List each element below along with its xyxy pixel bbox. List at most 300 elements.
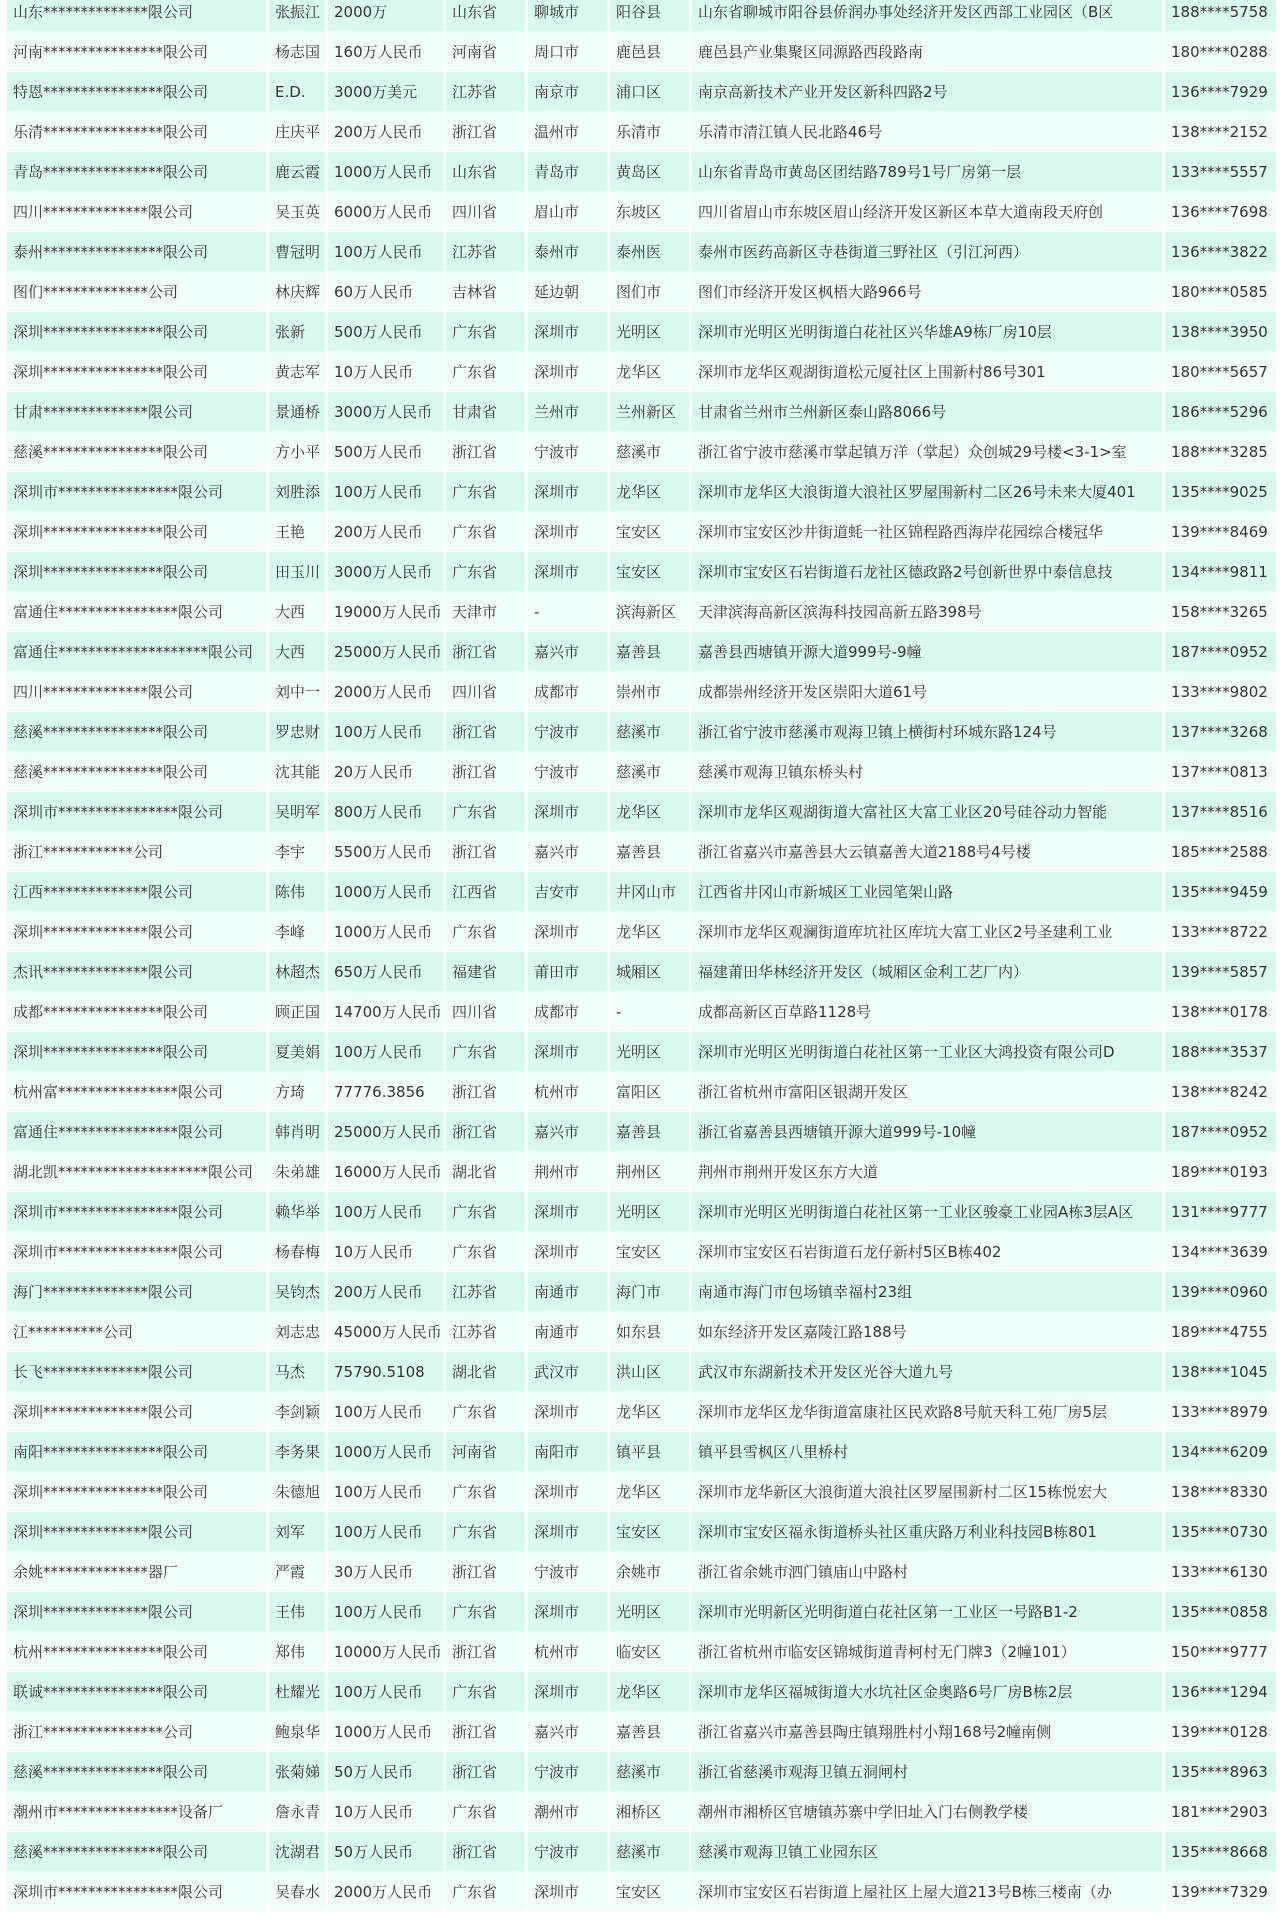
- phone-cell: 136****7698: [1165, 192, 1276, 232]
- province-cell: 四川省: [446, 192, 525, 232]
- registered-capital-cell: 500万人民币: [328, 432, 443, 472]
- registered-capital-cell: 200万人民币: [328, 112, 443, 152]
- address-cell: 深圳市宝安区石岩街道石龙仔新村5区B栋402: [692, 1232, 1162, 1272]
- table-row: [7, 1352, 1276, 1392]
- phone-cell: 180****0585: [1165, 272, 1276, 312]
- phone-cell: 134****6209: [1165, 1432, 1276, 1472]
- company-name-cell: 江西**************限公司: [7, 872, 266, 912]
- phone-cell: 185****2588: [1165, 832, 1276, 872]
- city-cell: 嘉兴市: [528, 1712, 607, 1752]
- province-cell: 江苏省: [446, 1272, 525, 1312]
- district-cell: 光明区: [610, 1592, 689, 1632]
- address-cell: 荆州市荆州开发区东方大道: [692, 1152, 1162, 1192]
- address-cell: 深圳市龙华区观湖街道松元厦社区上围新村86号301: [692, 352, 1162, 392]
- registered-capital-cell: 10000万人民币: [328, 1632, 443, 1672]
- address-cell: 成都崇州经济开发区崇阳大道61号: [692, 672, 1162, 712]
- province-cell: 福建省: [446, 952, 525, 992]
- district-cell: 龙华区: [610, 472, 689, 512]
- company-name-cell: 富通住********************限公司: [7, 632, 266, 672]
- registered-capital-cell: 1000万人民币: [328, 912, 443, 952]
- legal-representative-cell: 马杰: [269, 1352, 325, 1392]
- legal-representative-cell: 杜耀光: [269, 1672, 325, 1712]
- company-name-cell: 四川**************限公司: [7, 672, 266, 712]
- registered-capital-cell: 100万人民币: [328, 1392, 443, 1432]
- address-cell: 深圳市龙华区龙华街道富康社区民欢路8号航天科工苑厂房5层: [692, 1392, 1162, 1432]
- table-row: [7, 1712, 1276, 1752]
- phone-cell: 138****8242: [1165, 1072, 1276, 1112]
- company-name-cell: 浙江************公司: [7, 832, 266, 872]
- city-cell: 泰州市: [528, 232, 607, 272]
- registered-capital-cell: 45000万人民币: [328, 1312, 443, 1352]
- table-row: [7, 1032, 1276, 1072]
- table-row: [7, 1872, 1276, 1912]
- city-cell: 深圳市: [528, 792, 607, 832]
- legal-representative-cell: 李峰: [269, 912, 325, 952]
- phone-cell: 188****5758: [1165, 0, 1276, 32]
- province-cell: 浙江省: [446, 1552, 525, 1592]
- phone-cell: 135****8668: [1165, 1832, 1276, 1872]
- address-cell: 浙江省嘉善县西塘镇开源大道999号-10幢: [692, 1112, 1162, 1152]
- province-cell: 广东省: [446, 312, 525, 352]
- registered-capital-cell: 50万人民币: [328, 1752, 443, 1792]
- address-cell: 武汉市东湖新技术开发区光谷大道九号: [692, 1352, 1162, 1392]
- city-cell: 南阳市: [528, 1432, 607, 1472]
- company-name-cell: 深圳****************限公司: [7, 1472, 266, 1512]
- registered-capital-cell: 2000万人民币: [328, 1872, 443, 1912]
- district-cell: 荆州区: [610, 1152, 689, 1192]
- legal-representative-cell: 朱德旭: [269, 1472, 325, 1512]
- table-row: [7, 472, 1276, 512]
- district-cell: 余姚市: [610, 1552, 689, 1592]
- address-cell: 浙江省嘉兴市嘉善县大云镇嘉善大道2188号4号楼: [692, 832, 1162, 872]
- city-cell: 深圳市: [528, 912, 607, 952]
- phone-cell: 139****0960: [1165, 1272, 1276, 1312]
- table-row: [7, 672, 1276, 712]
- phone-cell: 189****0193: [1165, 1152, 1276, 1192]
- legal-representative-cell: 陈伟: [269, 872, 325, 912]
- company-name-cell: 慈溪****************限公司: [7, 712, 266, 752]
- city-cell: 周口市: [528, 32, 607, 72]
- table-row: [7, 912, 1276, 952]
- district-cell: 嘉善县: [610, 1712, 689, 1752]
- address-cell: 慈溪市观海卫镇工业园东区: [692, 1832, 1162, 1872]
- legal-representative-cell: E.D.: [269, 72, 325, 112]
- company-name-cell: 深圳**************限公司: [7, 912, 266, 952]
- district-cell: 洪山区: [610, 1352, 689, 1392]
- table-row: [7, 1272, 1276, 1312]
- registered-capital-cell: 100万人民币: [328, 472, 443, 512]
- address-cell: 乐清市清江镇人民北路46号: [692, 112, 1162, 152]
- address-cell: 深圳市光明新区光明街道白花社区第一工业区一号路B1-2: [692, 1592, 1162, 1632]
- registered-capital-cell: 30万人民币: [328, 1552, 443, 1592]
- phone-cell: 135****0730: [1165, 1512, 1276, 1552]
- address-cell: 深圳市宝安区沙井街道蚝一社区锦程路西海岸花园综合楼冠华: [692, 512, 1162, 552]
- address-cell: 深圳市光明区光明街道白花社区兴华雄A9栋厂房10层: [692, 312, 1162, 352]
- phone-cell: 133****6130: [1165, 1552, 1276, 1592]
- company-name-cell: 潮州市****************设备厂: [7, 1792, 266, 1832]
- address-cell: 江西省井冈山市新城区工业园笔架山路: [692, 872, 1162, 912]
- phone-cell: 188****3285: [1165, 432, 1276, 472]
- phone-cell: 138****3950: [1165, 312, 1276, 352]
- province-cell: 广东省: [446, 1192, 525, 1232]
- company-name-cell: 浙江****************公司: [7, 1712, 266, 1752]
- phone-cell: 180****5657: [1165, 352, 1276, 392]
- company-name-cell: 山东**************限公司: [7, 0, 266, 32]
- city-cell: 深圳市: [528, 472, 607, 512]
- registered-capital-cell: 10万人民币: [328, 1792, 443, 1832]
- phone-cell: 158****3265: [1165, 592, 1276, 632]
- table-row: [7, 232, 1276, 272]
- city-cell: 聊城市: [528, 0, 607, 32]
- city-cell: 荆州市: [528, 1152, 607, 1192]
- company-name-cell: 深圳****************限公司: [7, 512, 266, 552]
- table-row: [7, 1752, 1276, 1792]
- company-name-cell: 余姚**************器厂: [7, 1552, 266, 1592]
- phone-cell: 188****3537: [1165, 1032, 1276, 1072]
- registered-capital-cell: 160万人民币: [328, 32, 443, 72]
- legal-representative-cell: 杨志国: [269, 32, 325, 72]
- legal-representative-cell: 王艳: [269, 512, 325, 552]
- registered-capital-cell: 100万人民币: [328, 712, 443, 752]
- company-name-cell: 深圳****************限公司: [7, 1032, 266, 1072]
- legal-representative-cell: 大西: [269, 632, 325, 672]
- phone-cell: 133****8979: [1165, 1392, 1276, 1432]
- company-name-cell: 深圳****************限公司: [7, 312, 266, 352]
- registered-capital-cell: 25000万人民币: [328, 1112, 443, 1152]
- district-cell: 泰州医: [610, 232, 689, 272]
- company-table: [4, 0, 1276, 1912]
- table-row: [7, 192, 1276, 232]
- table-row: [7, 392, 1276, 432]
- district-cell: 浦口区: [610, 72, 689, 112]
- company-name-cell: 深圳市****************限公司: [7, 1872, 266, 1912]
- city-cell: 潮州市: [528, 1792, 607, 1832]
- company-name-cell: 深圳市****************限公司: [7, 472, 266, 512]
- province-cell: 广东省: [446, 552, 525, 592]
- legal-representative-cell: 吴钧杰: [269, 1272, 325, 1312]
- city-cell: 成都市: [528, 992, 607, 1032]
- address-cell: 深圳市宝安区石岩街道石龙社区德政路2号创新世界中泰信息技: [692, 552, 1162, 592]
- address-cell: 浙江省宁波市慈溪市掌起镇万洋（掌起）众创城29号楼<3-1>室: [692, 432, 1162, 472]
- company-name-cell: 杰讯**************限公司: [7, 952, 266, 992]
- city-cell: 宁波市: [528, 1832, 607, 1872]
- phone-cell: 135****9025: [1165, 472, 1276, 512]
- district-cell: 临安区: [610, 1632, 689, 1672]
- province-cell: 浙江省: [446, 1072, 525, 1112]
- phone-cell: 135****9459: [1165, 872, 1276, 912]
- registered-capital-cell: 10万人民币: [328, 352, 443, 392]
- province-cell: 广东省: [446, 1232, 525, 1272]
- phone-cell: 138****8330: [1165, 1472, 1276, 1512]
- registered-capital-cell: 75790.5108: [328, 1352, 443, 1392]
- legal-representative-cell: 张菊娣: [269, 1752, 325, 1792]
- table-row: [7, 832, 1276, 872]
- province-cell: 山东省: [446, 0, 525, 32]
- registered-capital-cell: 25000万人民币: [328, 632, 443, 672]
- district-cell: 嘉善县: [610, 632, 689, 672]
- district-cell: 宝安区: [610, 512, 689, 552]
- phone-cell: 181****2903: [1165, 1792, 1276, 1832]
- district-cell: 乐清市: [610, 112, 689, 152]
- address-cell: 镇平县雪枫区八里桥村: [692, 1432, 1162, 1472]
- district-cell: 镇平县: [610, 1432, 689, 1472]
- phone-cell: 137****0813: [1165, 752, 1276, 792]
- company-name-cell: 慈溪****************限公司: [7, 1752, 266, 1792]
- company-name-cell: 河南****************限公司: [7, 32, 266, 72]
- city-cell: 吉安市: [528, 872, 607, 912]
- address-cell: 浙江省杭州市富阳区银湖开发区: [692, 1072, 1162, 1112]
- table-body: [7, 0, 1276, 1912]
- phone-cell: 180****0288: [1165, 32, 1276, 72]
- city-cell: 延边朝: [528, 272, 607, 312]
- registered-capital-cell: 100万人民币: [328, 1672, 443, 1712]
- province-cell: 吉林省: [446, 272, 525, 312]
- district-cell: 龙华区: [610, 1472, 689, 1512]
- province-cell: 浙江省: [446, 432, 525, 472]
- table-row: [7, 1152, 1276, 1192]
- phone-cell: 138****2152: [1165, 112, 1276, 152]
- district-cell: 宝安区: [610, 1512, 689, 1552]
- company-name-cell: 长飞**************限公司: [7, 1352, 266, 1392]
- table-row: [7, 1392, 1276, 1432]
- province-cell: 广东省: [446, 912, 525, 952]
- legal-representative-cell: 鹿云霞: [269, 152, 325, 192]
- company-name-cell: 乐清****************限公司: [7, 112, 266, 152]
- city-cell: 成都市: [528, 672, 607, 712]
- city-cell: 深圳市: [528, 1472, 607, 1512]
- legal-representative-cell: 大西: [269, 592, 325, 632]
- company-name-cell: 湖北凯********************限公司: [7, 1152, 266, 1192]
- table-row: [7, 872, 1276, 912]
- registered-capital-cell: 14700万人民币: [328, 992, 443, 1032]
- city-cell: 深圳市: [528, 1592, 607, 1632]
- city-cell: 深圳市: [528, 552, 607, 592]
- table-row: [7, 312, 1276, 352]
- legal-representative-cell: 方琦: [269, 1072, 325, 1112]
- city-cell: 深圳市: [528, 352, 607, 392]
- table-row: [7, 632, 1276, 672]
- legal-representative-cell: 李剑颖: [269, 1392, 325, 1432]
- legal-representative-cell: 景通桥: [269, 392, 325, 432]
- province-cell: 江苏省: [446, 72, 525, 112]
- district-cell: 光明区: [610, 1032, 689, 1072]
- phone-cell: 133****5557: [1165, 152, 1276, 192]
- table-row: [7, 1112, 1276, 1152]
- province-cell: 湖北省: [446, 1352, 525, 1392]
- company-name-cell: 图们**************公司: [7, 272, 266, 312]
- city-cell: 宁波市: [528, 1752, 607, 1792]
- address-cell: 泰州市医药高新区寺巷街道三野社区（引江河西）: [692, 232, 1162, 272]
- table-row: [7, 272, 1276, 312]
- registered-capital-cell: 2000万人民币: [328, 672, 443, 712]
- province-cell: 甘肃省: [446, 392, 525, 432]
- legal-representative-cell: 朱弟雄: [269, 1152, 325, 1192]
- province-cell: 浙江省: [446, 1712, 525, 1752]
- city-cell: 深圳市: [528, 512, 607, 552]
- registered-capital-cell: 100万人民币: [328, 232, 443, 272]
- province-cell: 广东省: [446, 1872, 525, 1912]
- company-name-cell: 深圳**************限公司: [7, 1512, 266, 1552]
- province-cell: 四川省: [446, 992, 525, 1032]
- district-cell: 龙华区: [610, 1392, 689, 1432]
- phone-cell: 136****3822: [1165, 232, 1276, 272]
- city-cell: 宁波市: [528, 1552, 607, 1592]
- registered-capital-cell: 10万人民币: [328, 1232, 443, 1272]
- legal-representative-cell: 王伟: [269, 1592, 325, 1632]
- legal-representative-cell: 吴春水: [269, 1872, 325, 1912]
- company-name-cell: 联诚****************限公司: [7, 1672, 266, 1712]
- company-name-cell: 深圳**************限公司: [7, 1592, 266, 1632]
- city-cell: 青岛市: [528, 152, 607, 192]
- registered-capital-cell: 60万人民币: [328, 272, 443, 312]
- phone-cell: 150****9777: [1165, 1632, 1276, 1672]
- legal-representative-cell: 林庆辉: [269, 272, 325, 312]
- city-cell: 深圳市: [528, 312, 607, 352]
- company-name-cell: 富通住****************限公司: [7, 592, 266, 632]
- city-cell: 宁波市: [528, 752, 607, 792]
- province-cell: 浙江省: [446, 112, 525, 152]
- legal-representative-cell: 刘胜添: [269, 472, 325, 512]
- province-cell: 浙江省: [446, 632, 525, 672]
- legal-representative-cell: 曹冠明: [269, 232, 325, 272]
- table-row: [7, 152, 1276, 192]
- company-name-cell: 泰州****************限公司: [7, 232, 266, 272]
- company-name-cell: 甘肃**************限公司: [7, 392, 266, 432]
- phone-cell: 134****3639: [1165, 1232, 1276, 1272]
- phone-cell: 139****8469: [1165, 512, 1276, 552]
- table-row: [7, 1472, 1276, 1512]
- registered-capital-cell: 3000万美元: [328, 72, 443, 112]
- province-cell: 浙江省: [446, 1632, 525, 1672]
- province-cell: 浙江省: [446, 1832, 525, 1872]
- company-name-cell: 深圳市****************限公司: [7, 1192, 266, 1232]
- table-row: [7, 792, 1276, 832]
- province-cell: 江西省: [446, 872, 525, 912]
- district-cell: 光明区: [610, 1192, 689, 1232]
- address-cell: 慈溪市观海卫镇东桥头村: [692, 752, 1162, 792]
- company-name-cell: 成都****************限公司: [7, 992, 266, 1032]
- city-cell: 兰州市: [528, 392, 607, 432]
- province-cell: 浙江省: [446, 712, 525, 752]
- province-cell: 河南省: [446, 32, 525, 72]
- legal-representative-cell: 严霞: [269, 1552, 325, 1592]
- registered-capital-cell: 3000万人民币: [328, 392, 443, 432]
- legal-representative-cell: 詹永青: [269, 1792, 325, 1832]
- phone-cell: 136****7929: [1165, 72, 1276, 112]
- district-cell: 阳谷县: [610, 0, 689, 32]
- company-name-cell: 深圳**************限公司: [7, 1392, 266, 1432]
- address-cell: 山东省青岛市黄岛区团结路789号1号厂房第一层: [692, 152, 1162, 192]
- company-name-cell: 深圳****************限公司: [7, 352, 266, 392]
- district-cell: 慈溪市: [610, 1832, 689, 1872]
- table-row: [7, 1192, 1276, 1232]
- table-row: [7, 1312, 1276, 1352]
- company-name-cell: 青岛****************限公司: [7, 152, 266, 192]
- province-cell: 浙江省: [446, 832, 525, 872]
- company-table-container: [4, 0, 1276, 1920]
- city-cell: 武汉市: [528, 1352, 607, 1392]
- table-row: [7, 952, 1276, 992]
- district-cell: 慈溪市: [610, 1752, 689, 1792]
- legal-representative-cell: 刘中一: [269, 672, 325, 712]
- address-cell: 深圳市龙华区大浪街道大浪社区罗屋围新村二区26号未来大厦401: [692, 472, 1162, 512]
- district-cell: 慈溪市: [610, 432, 689, 472]
- district-cell: 东坡区: [610, 192, 689, 232]
- province-cell: 浙江省: [446, 1112, 525, 1152]
- registered-capital-cell: 100万人民币: [328, 1512, 443, 1552]
- phone-cell: 133****8722: [1165, 912, 1276, 952]
- province-cell: 广东省: [446, 1672, 525, 1712]
- legal-representative-cell: 沈其能: [269, 752, 325, 792]
- province-cell: 广东省: [446, 1512, 525, 1552]
- table-row: [7, 1512, 1276, 1552]
- table-row: [7, 592, 1276, 632]
- company-name-cell: 海门**************限公司: [7, 1272, 266, 1312]
- registered-capital-cell: 50万人民币: [328, 1832, 443, 1872]
- company-name-cell: 深圳市****************限公司: [7, 1232, 266, 1272]
- province-cell: 广东省: [446, 1592, 525, 1632]
- legal-representative-cell: 张新: [269, 312, 325, 352]
- address-cell: 如东经济开发区嘉陵江路188号: [692, 1312, 1162, 1352]
- company-name-cell: 深圳市****************限公司: [7, 792, 266, 832]
- district-cell: 龙华区: [610, 912, 689, 952]
- province-cell: 浙江省: [446, 752, 525, 792]
- city-cell: -: [528, 592, 607, 632]
- city-cell: 杭州市: [528, 1632, 607, 1672]
- registered-capital-cell: 5500万人民币: [328, 832, 443, 872]
- province-cell: 江苏省: [446, 1312, 525, 1352]
- city-cell: 眉山市: [528, 192, 607, 232]
- province-cell: 江苏省: [446, 232, 525, 272]
- city-cell: 深圳市: [528, 1872, 607, 1912]
- address-cell: 四川省眉山市东坡区眉山经济开发区新区本草大道南段天府创: [692, 192, 1162, 232]
- province-cell: 广东省: [446, 1032, 525, 1072]
- district-cell: -: [610, 992, 689, 1032]
- phone-cell: 136****1294: [1165, 1672, 1276, 1712]
- province-cell: 湖北省: [446, 1152, 525, 1192]
- city-cell: 南京市: [528, 72, 607, 112]
- phone-cell: 139****0128: [1165, 1712, 1276, 1752]
- address-cell: 潮州市湘桥区官塘镇苏寨中学旧址入门右侧教学楼: [692, 1792, 1162, 1832]
- address-cell: 山东省聊城市阳谷县侨润办事处经济开发区西部工业园区（B区: [692, 0, 1162, 32]
- registered-capital-cell: 16000万人民币: [328, 1152, 443, 1192]
- district-cell: 图们市: [610, 272, 689, 312]
- registered-capital-cell: 650万人民币: [328, 952, 443, 992]
- legal-representative-cell: 李务果: [269, 1432, 325, 1472]
- address-cell: 图们市经济开发区枫梧大路966号: [692, 272, 1162, 312]
- district-cell: 黄岛区: [610, 152, 689, 192]
- province-cell: 广东省: [446, 1792, 525, 1832]
- company-name-cell: 江**********公司: [7, 1312, 266, 1352]
- legal-representative-cell: 吴玉英: [269, 192, 325, 232]
- province-cell: 天津市: [446, 592, 525, 632]
- district-cell: 龙华区: [610, 1672, 689, 1712]
- address-cell: 浙江省宁波市慈溪市观海卫镇上横街村环城东路124号: [692, 712, 1162, 752]
- registered-capital-cell: 200万人民币: [328, 512, 443, 552]
- province-cell: 广东省: [446, 352, 525, 392]
- legal-representative-cell: 韩肖明: [269, 1112, 325, 1152]
- city-cell: 嘉兴市: [528, 632, 607, 672]
- legal-representative-cell: 吴明军: [269, 792, 325, 832]
- address-cell: 鹿邑县产业集聚区同源路西段路南: [692, 32, 1162, 72]
- city-cell: 宁波市: [528, 712, 607, 752]
- city-cell: 深圳市: [528, 1512, 607, 1552]
- city-cell: 深圳市: [528, 1232, 607, 1272]
- address-cell: 南京高新技术产业开发区新科四路2号: [692, 72, 1162, 112]
- table-row: [7, 352, 1276, 392]
- address-cell: 浙江省嘉兴市嘉善县陶庄镇翔胜村小翔168号2幢南侧: [692, 1712, 1162, 1752]
- legal-representative-cell: 张振江: [269, 0, 325, 32]
